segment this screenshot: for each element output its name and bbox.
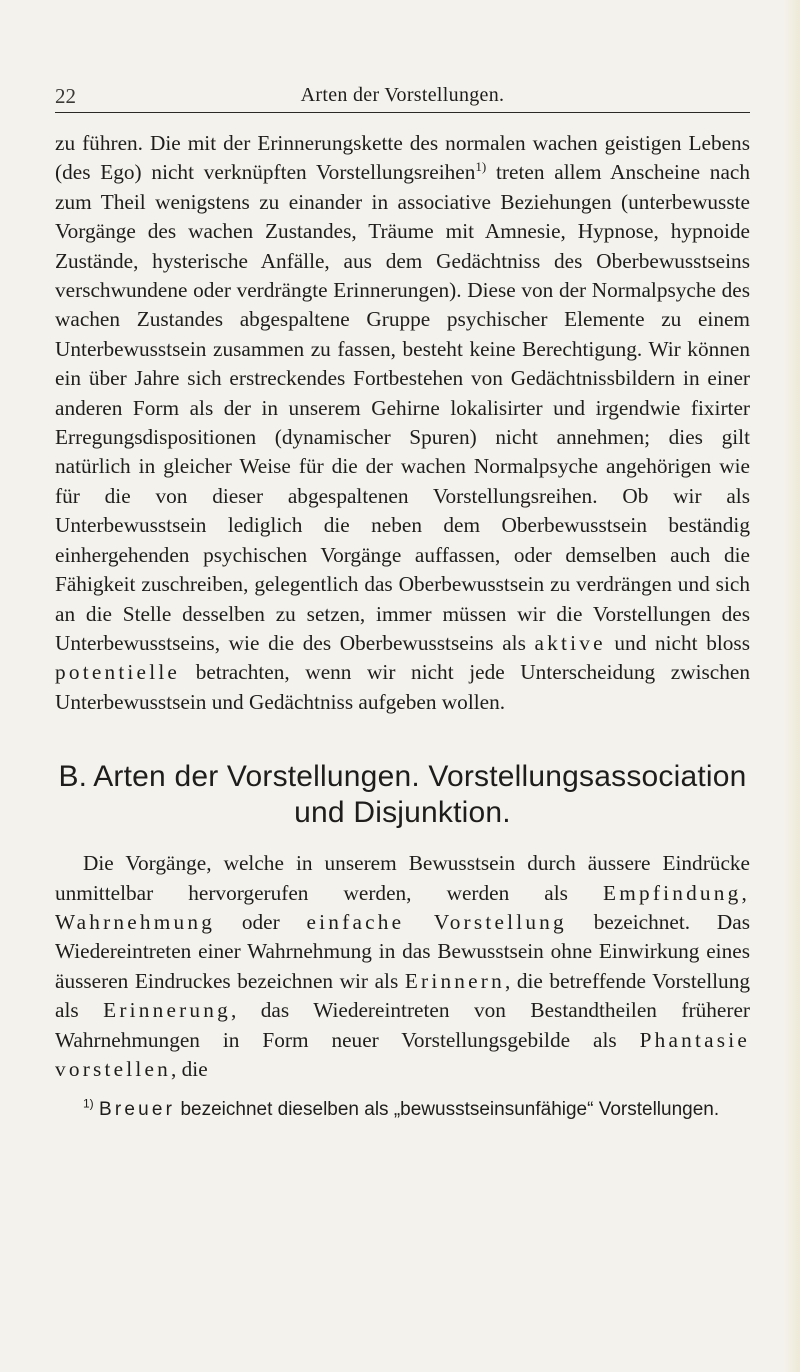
footnote-ref[interactable]: 1) [475, 159, 487, 175]
book-page [55, 78, 750, 1122]
text-run: , die betreffende Vorstellung als [55, 968, 750, 1023]
text-run: , die [170, 1056, 208, 1081]
page-header [55, 78, 750, 113]
scan-edge-shading [784, 0, 800, 1372]
emphasis-phantasie: Phantasie vorstellen [55, 1027, 750, 1081]
text-run: treten allem Anscheine nach zum Theil wenigstens zu einander in associative Beziehungen (unterbewusste Vorgänge des wachen Zustandes, Träume mit Amnesie, Hypnose, hypnoide Zustände, hysterische Anfälle, aus dem Gedächtniss des Oberbewusstseins verschwundene oder verdrängte Erinnerungen). Diese von der Normalpsyche des wachen Zustandes abgespaltene Gruppe psychischer Elemente zu einem Unterbewusstsein zusammen zu fassen, besteht keine Berechtigung. Wir können ein über Jahre sich erstreckendes Fortbestehen von Gedächtnissbildern in einer anderen Form als der in unserem Gehirne lokalisirter und irgendwie fixirter Erregungsdispositionen (dynamischer Spuren) nicht annehmen; dies gilt natürlich in gleicher Weise für die der wachen Normalpsyche angehörigen wie für die von dieser abgespaltenen Vorstellungsreihen. Ob wir als Unterbewusstsein lediglich die neben dem Oberbewusstsein beständig einhergehenden psychischen Vorgänge auffassen, oder demselben auch die Fähigkeit zuschreiben, gelegentlich das Oberbewusstsein zu verdrängen und sich an die Stelle desselben zu setzen, immer müssen wir die Vorstellungen des Unterbewusstseins, wie die des Oberbewusstseins als [55, 160, 750, 655]
emphasis-erinnern: Erinnern [404, 968, 505, 993]
text-run: betrachten, wenn wir nicht jede Unterscheidung zwischen Unterbewusstsein und Gedächtniss aufgeben wollen. [55, 660, 750, 714]
text-run: oder [215, 909, 307, 934]
text-run: und nicht bloss [605, 630, 750, 655]
emphasis-einfache-vorstellung: einfache Vorstellung [306, 909, 567, 934]
text-run: bezeichnet. Das Wiedereintreten einer Wahrnehmung in das Bewusstsein ohne Einwirkung eines äusseren Eindruckes bezeichnen wir als [55, 909, 750, 993]
page-number: 22 [55, 84, 76, 108]
text-run: zu führen. Die mit der Erinnerungskette des normalen wachen geistigen Lebens (des Ego) nicht verknüpften Vorstellungsreihen [55, 131, 750, 185]
emphasis-erinnerung: Erinnerung [103, 998, 231, 1023]
footnote-text: bezeichnet dieselben als „bewusstseinsunfähige“ Vorstellungen. [175, 1099, 720, 1121]
text-run: Die Vorgänge, welche in unserem Bewusstsein durch äussere Eindrücke unmittelbar hervorgerufen werden, werden als [55, 851, 750, 905]
footnote [55, 1098, 750, 1122]
paragraph-vorgaenge [55, 849, 750, 1084]
emphasis-aktive: aktive [534, 630, 606, 655]
emphasis-potentielle: potentielle [55, 660, 181, 685]
text-run: , das Wiedereintreten von Bestandtheilen früherer Wahrnehmungen in Form neuer Vorstellungsgebilde als [55, 998, 750, 1052]
running-head: Arten der Vorstellungen. [300, 84, 505, 106]
footnote-author: Breuer [98, 1099, 176, 1121]
paragraph-unterbewusstsein [55, 129, 750, 717]
section-letter: B. [58, 760, 88, 794]
section-title-text: Arten der Vorstellungen. Vorstellungsassociation und Disjunktion. [93, 760, 747, 830]
emphasis-empfindung: Empfindung, Wahrnehmung [55, 880, 750, 934]
section-heading [55, 759, 750, 831]
footnote-marker: 1) [83, 1097, 94, 1112]
